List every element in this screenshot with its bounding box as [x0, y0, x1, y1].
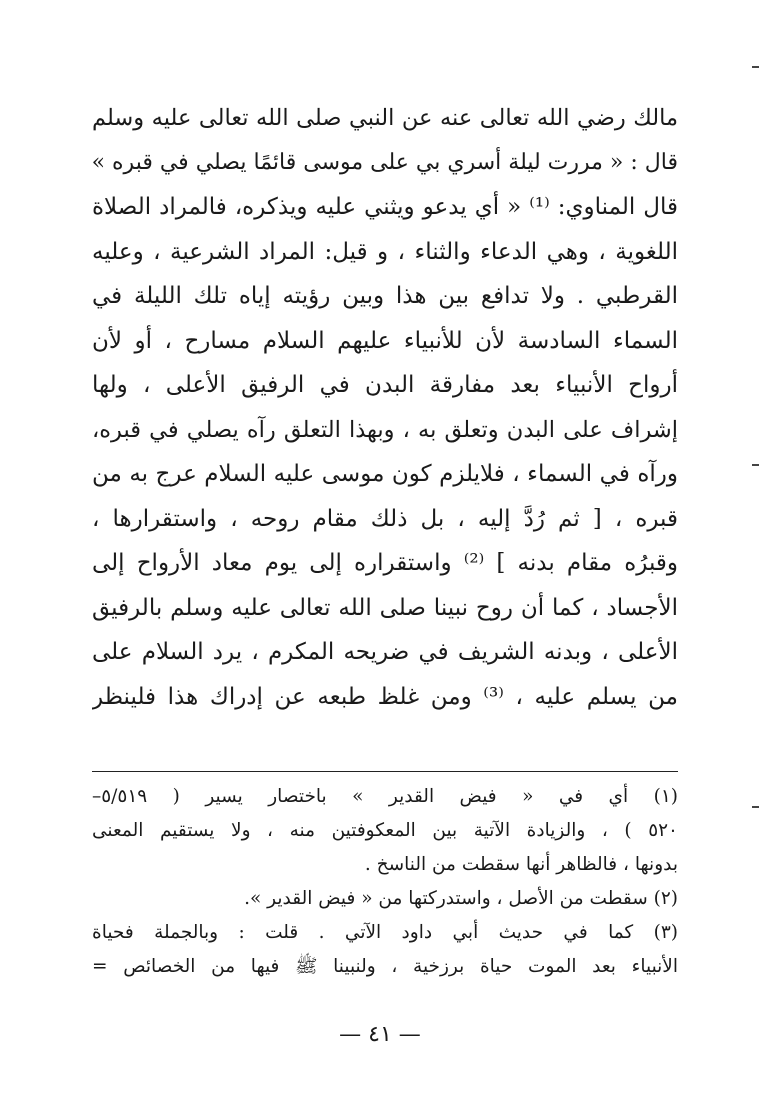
text-line: مالك رضي الله تعالى عنه عن النبي صلى الله تعالى عليه وسلم [92, 105, 678, 131]
text-line: ورآه في السماء ، فلايلزم كون موسى عليه السلام عرج به من [92, 461, 678, 487]
text-line: إشراف على البدن وتعلق به ، وبهذا التعلق رآه يصلي في قبره، [92, 416, 678, 443]
main-text-block [92, 96, 678, 719]
text-line: من يسلم عليه ، ⁽³⁾ ومن غلظ طبعه عن إدراك هذا فلينظر [92, 683, 678, 710]
scan-edge-mark [752, 806, 759, 808]
footnote-line: (٢) سقطت من الأصل ، واستدركتها من « فيض القدير ». [244, 888, 678, 909]
text-line: وقبرُه مقام بدنه ] ⁽²⁾ واستقراره إلى يوم معاد الأرواح إلى [92, 550, 678, 576]
text-line: اللغوية ، وهي الدعاء والثناء ، و قيل: المراد الشرعية ، وعليه [92, 238, 678, 265]
footnote-line: (٣) كما في حديث أبي داود الآتي . قلت : وبالجملة فحياة [92, 922, 678, 943]
text-line: قال : « مررت ليلة أسري بي على موسى قائمًا يصلي في قبره » [92, 149, 678, 175]
text-line: القرطبي . ولا تدافع بين هذا وبين رؤيته إياه تلك الليلة في [92, 283, 678, 309]
footnote-line: ٥٢٠ ) ، والزيادة الآتية بين المعكوفتين منه ، ولا يستقيم المعنى [92, 820, 678, 841]
text-line: قال المناوي: ⁽¹⁾ « أي يدعو ويثني عليه ويذكره، فالمراد الصلاة [92, 194, 678, 220]
footnote-separator [92, 771, 678, 772]
text-line: أرواح الأنبياء بعد مفارقة البدن في الرفيق الأعلى ، ولها [92, 372, 678, 398]
text-line: الأجساد ، كما أن روح نبينا صلى الله تعالى عليه وسلم بالرفيق [92, 594, 678, 621]
text-line: الأعلى ، وبدنه الشريف في ضريحه المكرم ، يرد السلام على [92, 639, 678, 665]
page-number: — ٤١ — [339, 1022, 421, 1047]
footnote-line: الأنبياء بعد الموت حياة برزخية ، ولنبينا ﷺ فيها من الخصائص = [92, 956, 678, 977]
footnotes-block [92, 780, 678, 984]
footnote-line: بدونها ، فالظاهر أنها سقطت من الناسخ . [364, 854, 678, 875]
scan-edge-mark [752, 464, 759, 466]
text-line: قبره ، [ ثم رُدَّ إليه ، بل ذلك مقام روحه ، واستقرارها ، [92, 505, 678, 532]
text-line: السماء السادسة لأن للأنبياء عليهم السلام مسارح ، أو لأن [92, 327, 678, 354]
footnote-line: (١) أي في « فيض القدير » باختصار يسير ( ٥/٥١٩– [92, 786, 678, 807]
scan-edge-mark [752, 66, 759, 68]
